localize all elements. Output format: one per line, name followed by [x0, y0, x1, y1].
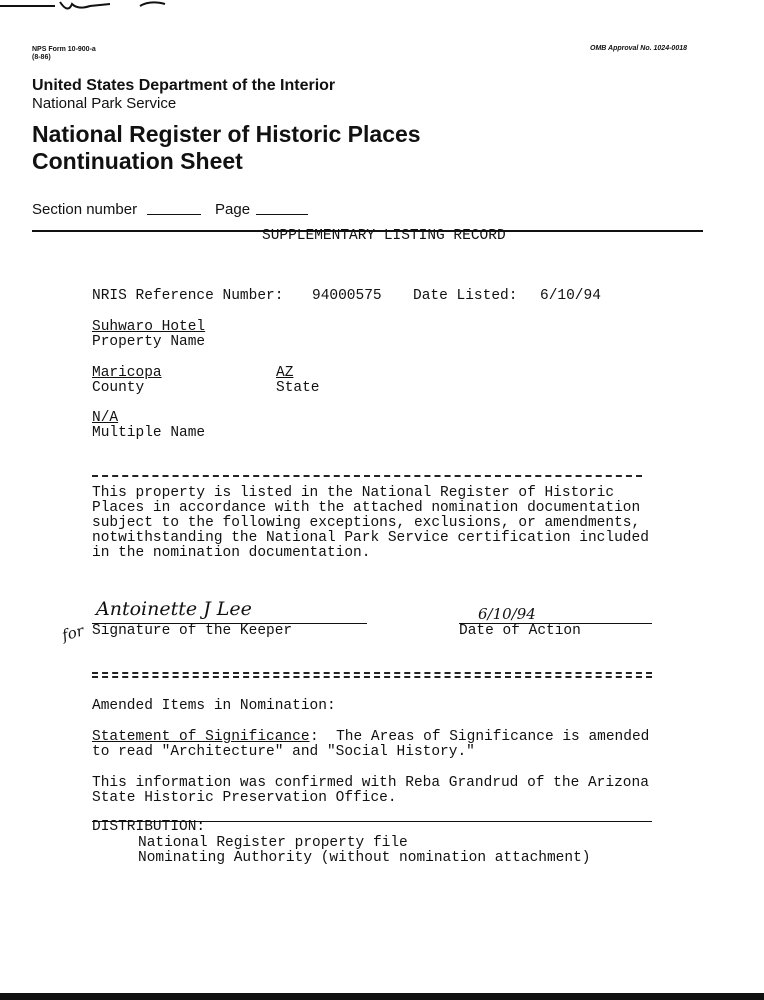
amended-items-heading: Amended Items in Nomination: — [92, 698, 336, 714]
multiple-name-value: N/A — [92, 410, 119, 426]
page-label: Page — [215, 201, 251, 218]
section-number-blank — [147, 214, 201, 215]
register-title: National Register of Historic Places — [32, 121, 421, 147]
statement-line: This property is listed in the National Register of Historic — [92, 485, 615, 501]
action-date-handwritten: 6/10/94 — [478, 605, 536, 623]
keeper-signature: Antoinette J Lee — [96, 598, 252, 620]
top-edge-scribble — [0, 0, 200, 20]
state-label: State — [276, 380, 320, 396]
record-heading: SUPPLEMENTARY LISTING RECORD — [262, 228, 506, 244]
for-annotation: for — [60, 621, 86, 645]
nris-value: 94000575 — [312, 288, 382, 304]
action-date-label: Date of Action — [459, 623, 581, 639]
department-title: United States Department of the Interior — [32, 77, 336, 94]
confirmation-text-cont: State Historic Preservation Office. — [92, 790, 397, 806]
property-name-value: Suhwaro Hotel — [92, 319, 206, 335]
scan-bottom-edge — [0, 993, 764, 1000]
service-title: National Park Service — [32, 95, 177, 112]
statement-line: subject to the following exceptions, exclusions, or amendments, — [92, 515, 641, 531]
statement-line: in the nomination documentation. — [92, 545, 371, 561]
date-listed-value: 6/10/94 — [540, 288, 601, 304]
significance-label: Statement of Significance — [92, 729, 310, 745]
distribution-item: National Register property file — [138, 835, 408, 851]
continuation-title: Continuation Sheet — [32, 148, 243, 174]
nris-label: NRIS Reference Number: — [92, 288, 284, 304]
omb-approval: OMB Approval No. 1024-0018 — [590, 45, 687, 52]
dashed-separator — [92, 475, 642, 477]
double-dashed-separator — [92, 672, 652, 678]
form-date: (8-86) — [32, 54, 51, 61]
significance-text: : The Areas of Significance is amended — [310, 729, 650, 745]
statement-line: notwithstanding the National Park Service certification included — [92, 530, 649, 546]
property-name-label: Property Name — [92, 334, 206, 350]
signature-label: Signature of the Keeper — [92, 623, 293, 639]
multiple-name-label: Multiple Name — [92, 425, 206, 441]
distribution-label: DISTRIBUTION: — [92, 819, 206, 835]
significance-text-cont: to read "Architecture" and "Social History." — [92, 744, 475, 760]
date-listed-label: Date Listed: — [413, 288, 518, 304]
form-number: NPS Form 10-900-a — [32, 46, 96, 53]
state-value: AZ — [276, 365, 294, 381]
statement-line: Places in accordance with the attached nomination documentation — [92, 500, 641, 516]
confirmation-text: This information was confirmed with Reba Grandrud of the Arizona — [92, 775, 649, 791]
county-label: County — [92, 380, 145, 396]
distribution-item: Nominating Authority (without nomination attachment) — [138, 850, 591, 866]
county-value: Maricopa — [92, 365, 162, 381]
section-number-label: Section number — [32, 201, 138, 218]
page-blank — [256, 214, 308, 215]
